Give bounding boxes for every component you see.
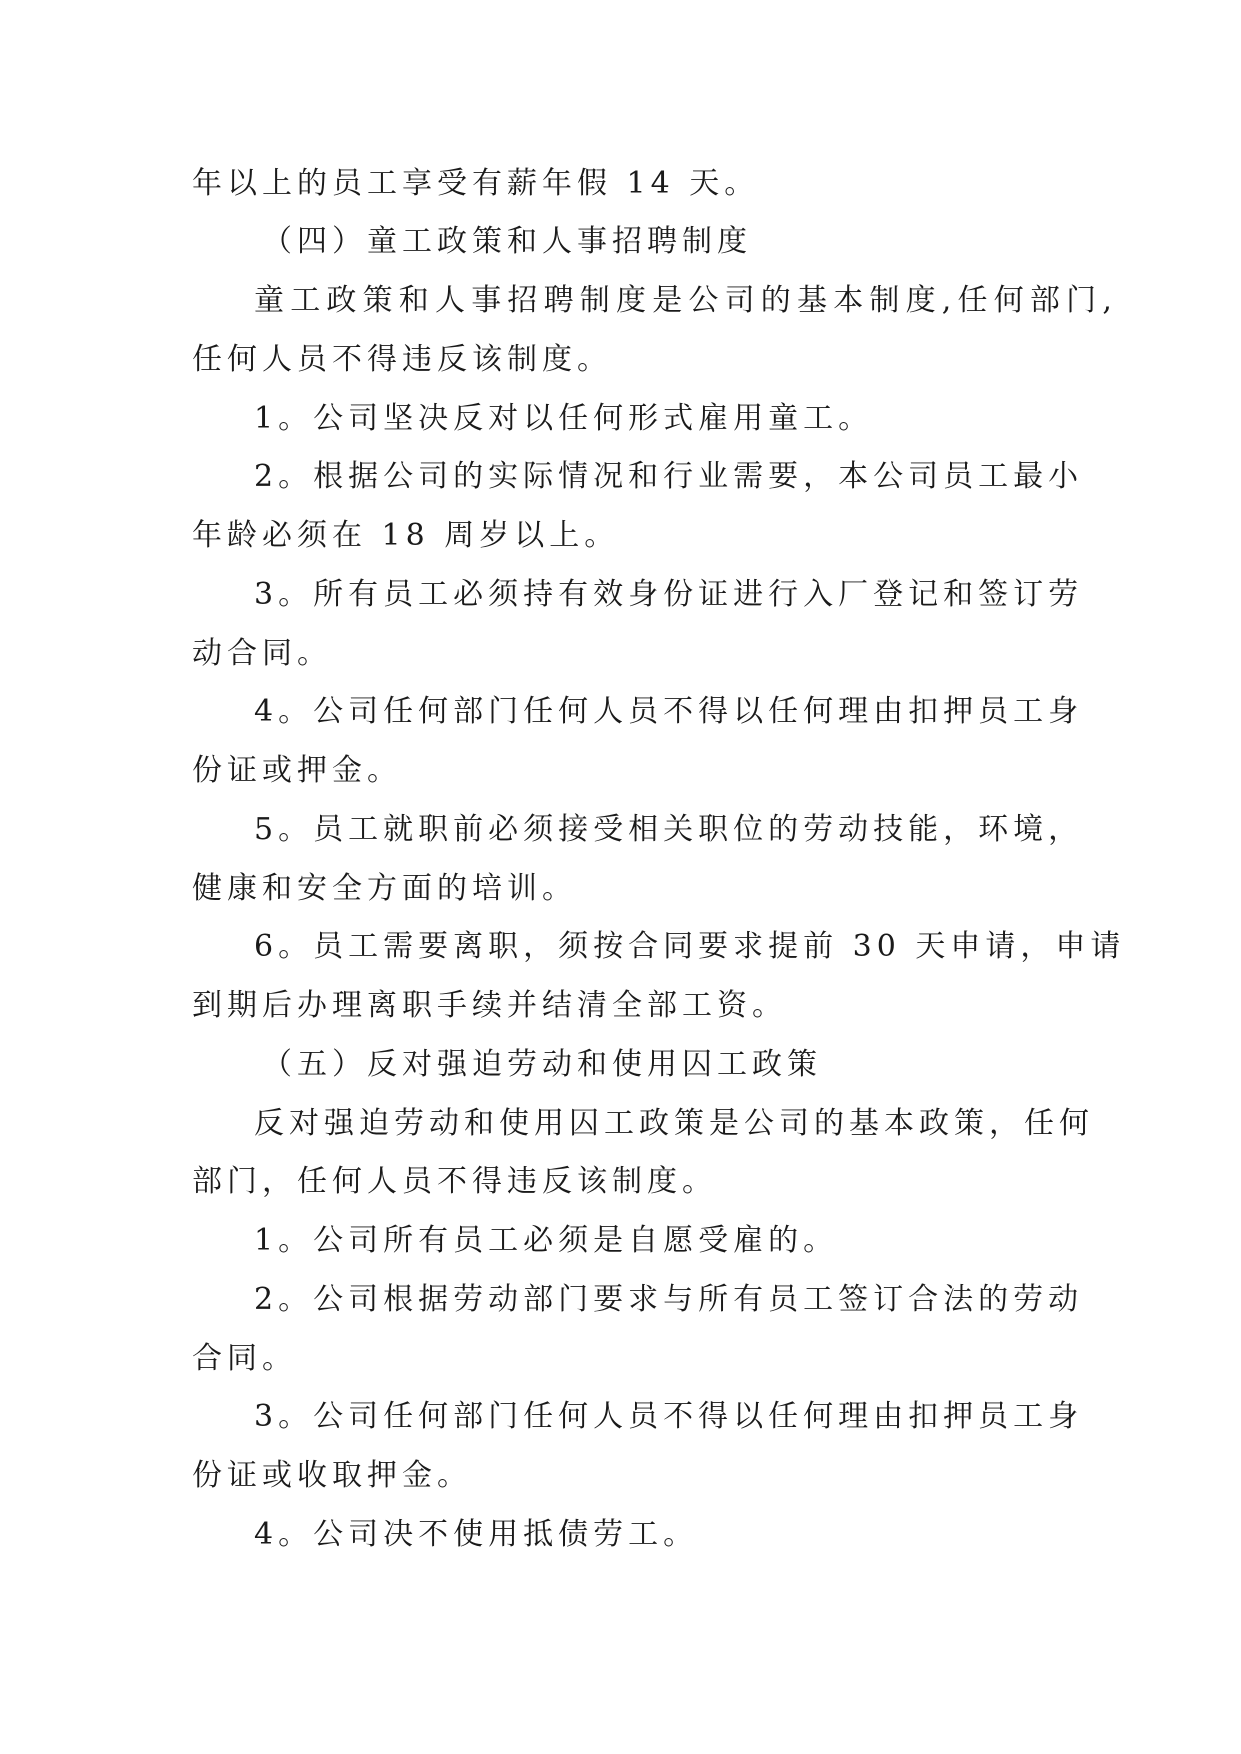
text-line: 部门，任何人员不得违反该制度。 bbox=[192, 1164, 717, 1199]
list-item: 3。公司任何部门任何人员不得以任何理由扣押员工身 bbox=[254, 1399, 1084, 1434]
text-line: 动合同。 bbox=[192, 636, 332, 671]
text-line: 健康和安全方面的培训。 bbox=[192, 871, 577, 906]
section-heading-5: （五）反对强迫劳动和使用囚工政策 bbox=[262, 1047, 822, 1082]
list-item: 6。员工需要离职，须按合同要求提前 30 天申请，申请 bbox=[254, 929, 1126, 964]
list-item: 1。公司坚决反对以任何形式雇用童工。 bbox=[254, 401, 874, 436]
text-line: 童工政策和人事招聘制度是公司的基本制度,任何部门, bbox=[254, 283, 1119, 318]
section-heading-4: （四）童工政策和人事招聘制度 bbox=[262, 224, 752, 259]
list-item: 2。公司根据劳动部门要求与所有员工签订合法的劳动 bbox=[254, 1282, 1084, 1317]
list-item: 4。公司决不使用抵债劳工。 bbox=[254, 1517, 699, 1552]
text-line: 合同。 bbox=[192, 1341, 297, 1376]
text-line: 年以上的员工享受有薪年假 14 天。 bbox=[192, 166, 760, 201]
list-item: 3。所有员工必须持有效身份证进行入厂登记和签订劳 bbox=[254, 577, 1084, 612]
text-line: 反对强迫劳动和使用囚工政策是公司的基本政策，任何 bbox=[254, 1106, 1094, 1141]
text-line: 份证或押金。 bbox=[192, 753, 402, 788]
text-line: 任何人员不得违反该制度。 bbox=[192, 342, 612, 377]
list-item: 2。根据公司的实际情况和行业需要，本公司员工最小 bbox=[254, 459, 1084, 494]
list-item: 1。公司所有员工必须是自愿受雇的。 bbox=[254, 1223, 839, 1258]
text-line: 到期后办理离职手续并结清全部工资。 bbox=[192, 988, 787, 1023]
text-line: 份证或收取押金。 bbox=[192, 1458, 472, 1493]
text-line: 年龄必须在 18 周岁以上。 bbox=[192, 518, 620, 553]
list-item: 5。员工就职前必须接受相关职位的劳动技能，环境， bbox=[254, 812, 1084, 847]
list-item: 4。公司任何部门任何人员不得以任何理由扣押员工身 bbox=[254, 694, 1084, 729]
